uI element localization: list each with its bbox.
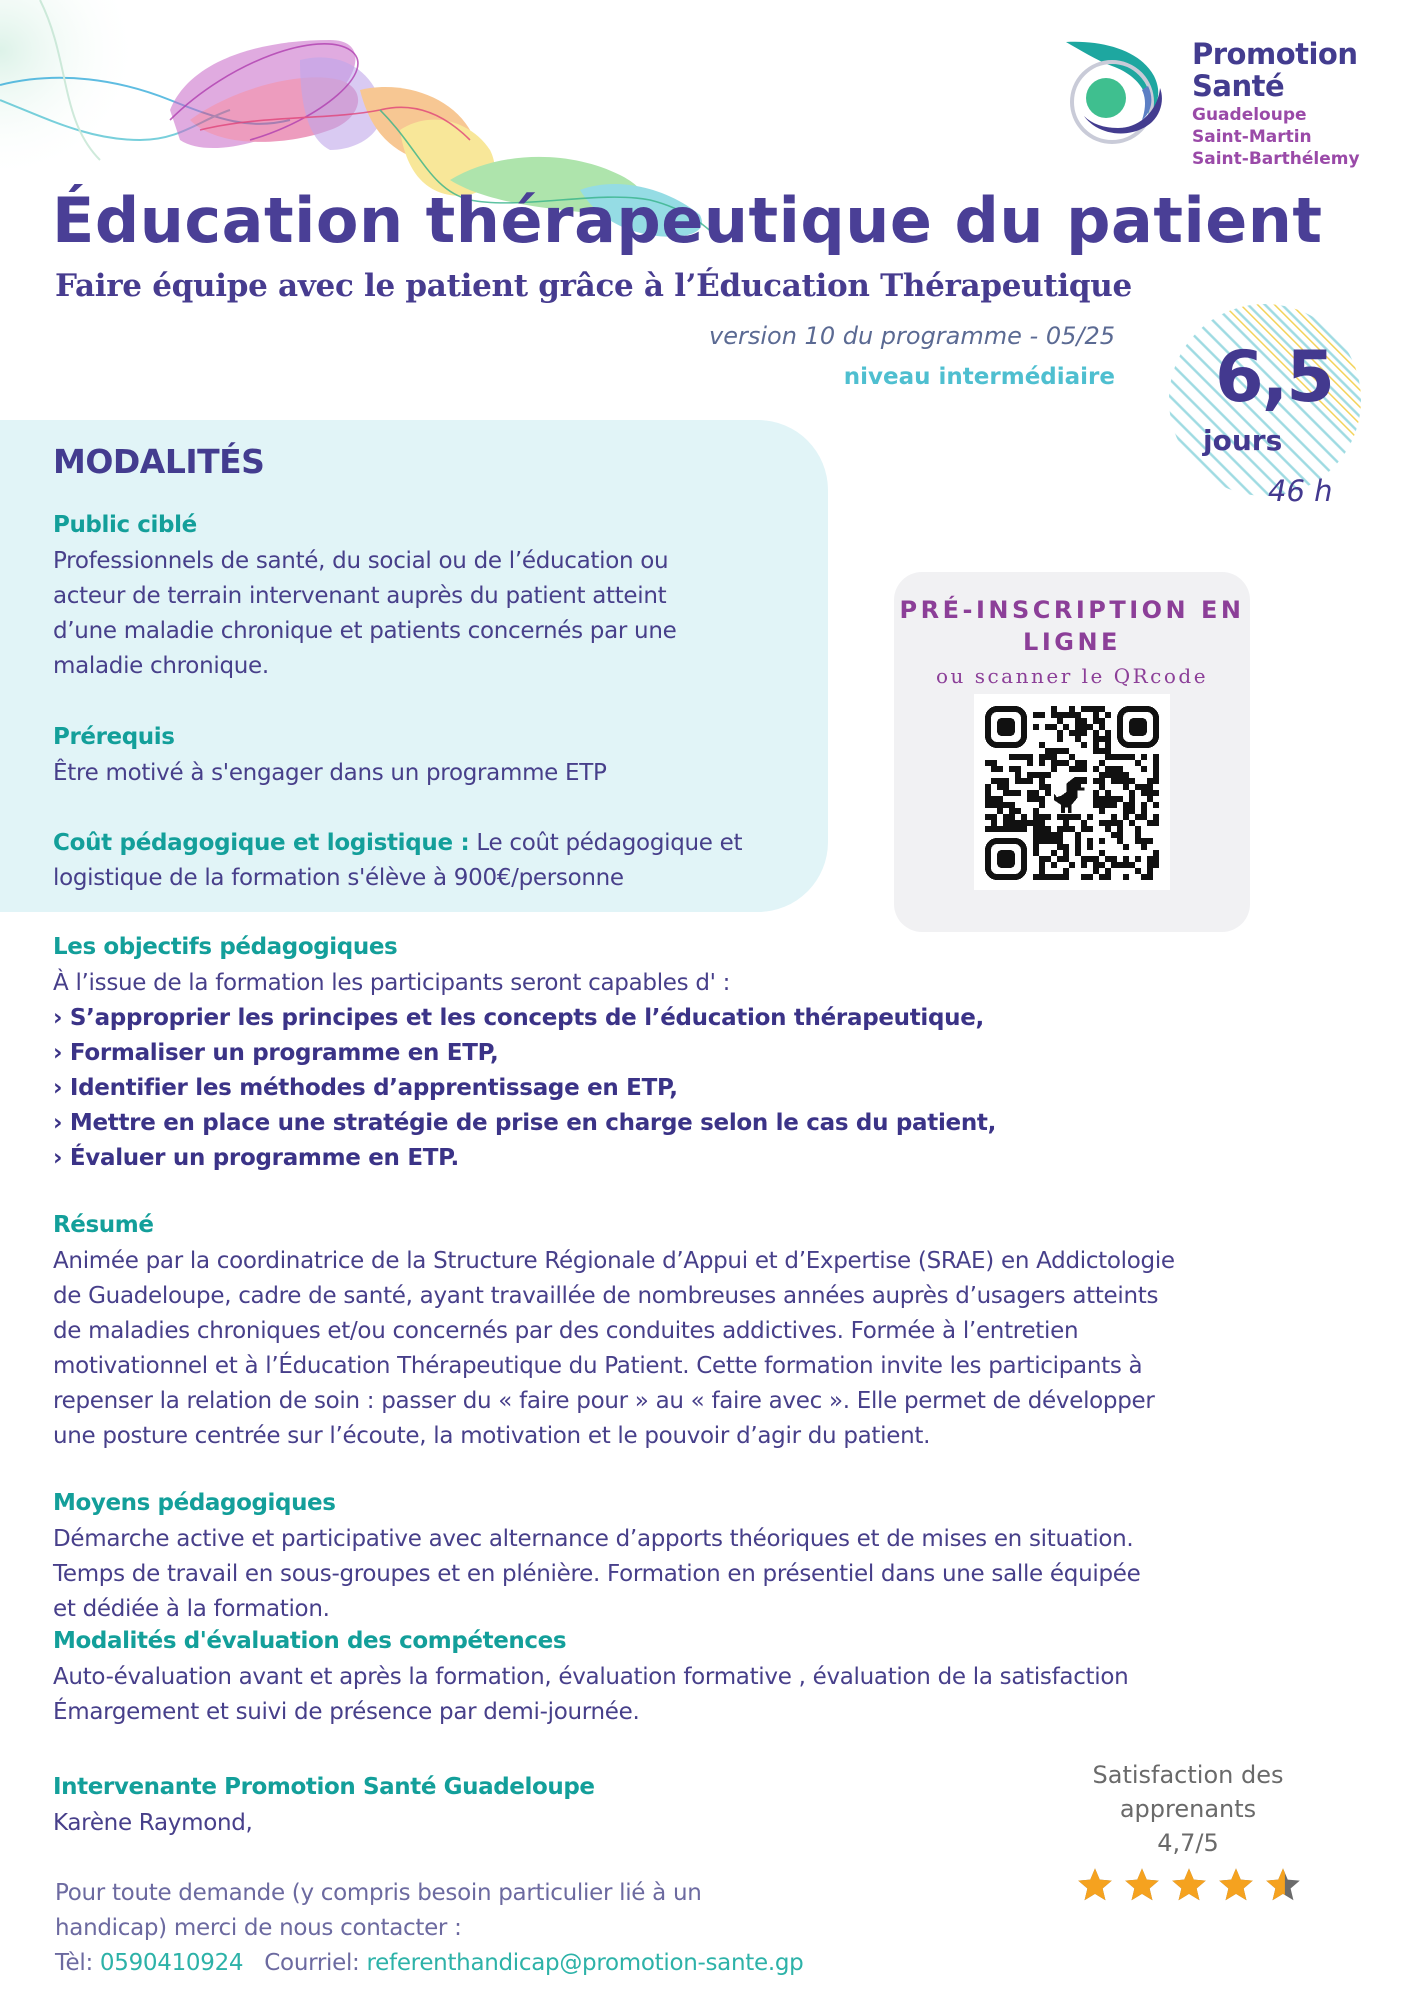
summary-line: de maladies chroniques et/ou concernés par des conduites addictives. Formée à l’entretien [53, 1318, 1079, 1344]
logo-name-line1: Promotion [1192, 37, 1358, 71]
duration-hours: 46 h [1268, 474, 1333, 508]
summary-line: de Guadeloupe, cadre de santé, ayant travaillée de nombreuses années auprès d’usagers atteints [53, 1283, 1159, 1309]
speaker-heading: Intervenante Promotion Santé Guadeloupe [53, 1774, 595, 1800]
modalites-heading: MODALITÉS [53, 442, 265, 481]
qr-code-icon[interactable] [985, 706, 1159, 880]
public-text [53, 544, 676, 684]
duration-days-unit: jours [1203, 424, 1283, 457]
tel-label: Tèl: [55, 1950, 100, 1976]
public-line: d’une maladie chronique et patients concernés par une [53, 618, 677, 644]
duration-days-value: 6,5 [1215, 336, 1334, 418]
logo-region-3: Saint-Barthélemy [1192, 149, 1360, 169]
star-full-icon [1217, 1866, 1255, 1904]
objective-item: › Formaliser un programme en ETP, [53, 1040, 499, 1066]
summary-text [53, 1244, 1175, 1454]
public-heading: Public ciblé [53, 512, 197, 538]
satisfaction-score: 4,7/5 [1157, 1829, 1219, 1857]
logo-region-1: Guadeloupe [1192, 105, 1307, 125]
means-line: et dédiée à la formation. [53, 1596, 330, 1622]
page-subtitle: Faire équipe avec le patient grâce à l’Éducation Thérapeutique [55, 268, 1132, 304]
star-full-icon [1076, 1866, 1114, 1904]
program-version: version 10 du programme - 05/25 [709, 322, 1115, 350]
means-text [53, 1522, 1140, 1627]
star-full-icon [1123, 1866, 1161, 1904]
logo-region-2: Saint-Martin [1192, 127, 1312, 147]
email-label: Courriel: [243, 1950, 367, 1976]
contact-block [55, 1876, 803, 1981]
satisfaction-line1: Satisfaction des [1092, 1761, 1284, 1789]
contact-line1: Pour toute demande (y compris besoin particulier lié à un [55, 1880, 702, 1906]
means-line: Temps de travail en sous-groupes et en plénière. Formation en présentiel dans une salle équipée [53, 1561, 1141, 1587]
evaluation-text [53, 1660, 1128, 1730]
summary-line: une posture centrée sur l’écoute, la motivation et le pouvoir d’agir du patient. [53, 1423, 931, 1449]
logo-name-line2: Santé [1192, 69, 1285, 103]
objective-item: › Mettre en place une stratégie de prise en charge selon le cas du patient, [53, 1110, 997, 1136]
star-rating [1076, 1866, 1306, 1906]
public-line: maladie chronique. [53, 653, 269, 679]
means-heading: Moyens pédagogiques [53, 1490, 336, 1516]
objective-item: › Identifier les méthodes d’apprentissage en ETP, [53, 1075, 678, 1101]
registration-title-line2: LIGNE [1023, 628, 1121, 656]
registration-title[interactable] [894, 594, 1250, 658]
promotion-sante-logo-icon [1062, 36, 1180, 146]
satisfaction-label [1068, 1758, 1308, 1860]
cost-text: Le coût pédagogique et [469, 830, 743, 856]
email-link[interactable]: referenthandicap@promotion-sante.gp [366, 1950, 804, 1976]
contact-line2: handicap) merci de nous contacter : [55, 1915, 462, 1941]
satisfaction-line2: apprenants [1119, 1795, 1257, 1823]
cost-block [53, 826, 742, 896]
cost-text-line2: logistique de la formation s'élève à 900€/personne [53, 865, 624, 891]
cost-heading: Coût pédagogique et logistique : [53, 830, 470, 856]
prereq-text: Être motivé à s'engager dans un programme ETP [53, 760, 607, 786]
summary-line: Animée par la coordinatrice de la Structure Régionale d’Appui et d’Expertise (SRAE) en Addictologie [53, 1248, 1175, 1274]
evaluation-line: Émargement et suivi de présence par demi-journée. [53, 1699, 640, 1725]
prereq-heading: Prérequis [53, 724, 175, 750]
objective-item: › Évaluer un programme en ETP. [53, 1145, 459, 1171]
summary-line: motivationnel et à l’Éducation Thérapeutique du Patient. Cette formation invite les participants à [53, 1353, 1143, 1379]
program-level: niveau intermédiaire [843, 364, 1115, 390]
registration-title-line1: PRÉ-INSCRIPTION EN [899, 596, 1245, 624]
speaker-name: Karène Raymond, [53, 1810, 253, 1836]
objectives-list [53, 966, 996, 1176]
evaluation-line: Auto-évaluation avant et après la formation, évaluation formative , évaluation de la satisfaction [53, 1664, 1129, 1690]
summary-heading: Résumé [53, 1212, 154, 1238]
registration-subtitle: ou scanner le QRcode [935, 664, 1209, 688]
evaluation-heading: Modalités d'évaluation des compétences [53, 1628, 567, 1654]
objective-item: › S’approprier les principes et les concepts de l’éducation thérapeutique, [53, 1005, 984, 1031]
summary-line: repenser la relation de soin : passer du « faire pour » au « faire avec ». Elle permet de développer [53, 1388, 1155, 1414]
objectives-heading: Les objectifs pédagogiques [53, 934, 398, 960]
star-full-icon [1170, 1866, 1208, 1904]
public-line: Professionnels de santé, du social ou de l’éducation ou [53, 548, 669, 574]
public-line: acteur de terrain intervenant auprès du patient atteint [53, 583, 667, 609]
phone-link[interactable]: 0590410924 [99, 1950, 244, 1976]
page-title: Éducation thérapeutique du patient [52, 184, 1323, 257]
star-partial-icon [1264, 1866, 1302, 1904]
means-line: Démarche active et participative avec alternance d’apports théoriques et de mises en situation. [53, 1526, 1134, 1552]
objectives-intro: À l’issue de la formation les participants seront capables d' : [53, 970, 731, 996]
dinosaur-icon [1054, 777, 1087, 813]
